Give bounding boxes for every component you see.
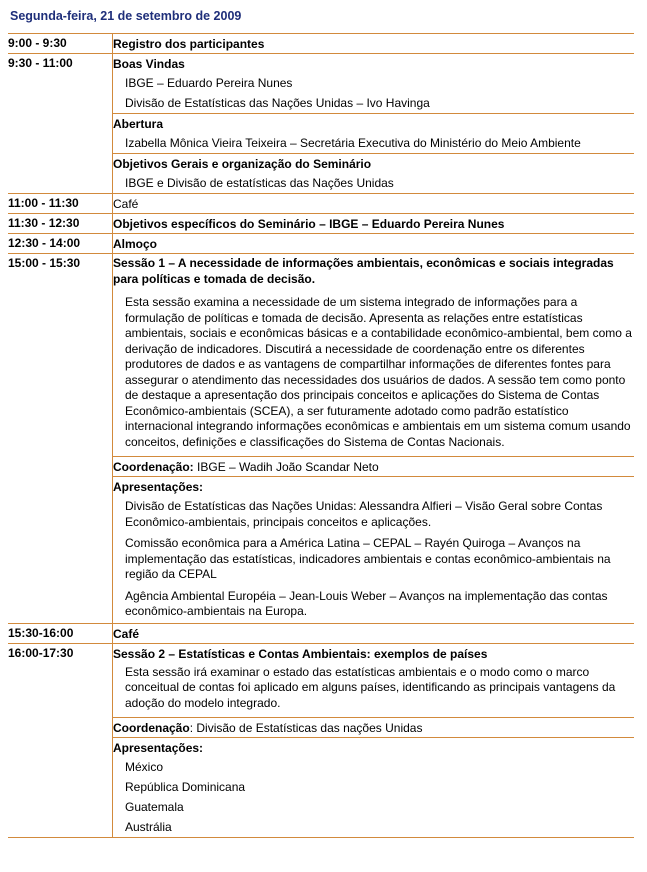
table-row xyxy=(8,214,634,234)
section-title: Boas Vindas xyxy=(113,57,185,71)
presentations xyxy=(113,737,634,837)
coordination xyxy=(113,717,634,737)
time-cell: 15:00 - 15:30 xyxy=(8,254,113,624)
item-title: Café xyxy=(113,197,139,211)
content-cell xyxy=(113,214,635,234)
coordination-label: Coordenação: xyxy=(113,460,194,474)
list-item: Divisão de Estatísticas das Nações Unidas: Alessandra Alfieri – Visão Geral sobre Contas Econômico-ambientais, principais conceitos e aplicações. xyxy=(125,499,603,529)
list-item: República Dominicana xyxy=(125,780,246,794)
time-cell: 16:00-17:30 xyxy=(8,643,113,838)
content-cell xyxy=(113,254,635,624)
presentations xyxy=(113,476,634,623)
session-description: Esta sessão irá examinar o estado das estatísticas ambientais e o modo como o marco conceitual de contas foi aplicado em alguns países, identificando as principais vantagens da adoção do modelo integrado. xyxy=(125,664,616,710)
section-abertura xyxy=(113,113,634,153)
item-title: Objetivos específicos do Seminário – IBGE – Eduardo Pereira Nunes xyxy=(113,217,505,231)
list-item: Agência Ambiental Européia – Jean-Louis Weber – Avanços na implementação das contas econômico-ambientais na Europa. xyxy=(125,588,608,618)
table-row xyxy=(8,34,634,54)
content-cell xyxy=(113,34,635,54)
session-description: Esta sessão examina a necessidade de um sistema integrado de informações para a formulação de políticas e tomada de decisão. Apresenta as relações entre estatísticas ambientais, sociais e econômicas básicas e a contabilidade econômico-ambiental, bem como a derivação de indicadores. Discutirá a necessidade de coordenação entre os diferentes produtores de dados e as vantagens de compartilhar informações de diferentes fontes para assegurar o atendimento das necessidades dos usuários de dados. A sessão tem como ponto de destaque a apresentação dos principais conceitos e aplicações do Sistema de Contas Econômico-ambientais (SCEA), a ser futuramente adotado como padrão estatístico internacional integrando informações econômicas e ambientais em um sistema comum usando conceitos, definições e classificações do Sistema de Contas Nacionais. xyxy=(125,295,632,449)
list-item: Izabella Mônica Vieira Teixeira – Secretária Executiva do Ministério do Meio Ambiente xyxy=(125,136,581,150)
time-cell: 11:30 - 12:30 xyxy=(8,214,113,234)
item-title: Café xyxy=(113,626,140,641)
table-row xyxy=(8,623,634,643)
time-cell: 15:30-16:00 xyxy=(8,623,113,643)
session-1 xyxy=(113,254,634,456)
presentations-label: Apresentações: xyxy=(113,480,204,494)
content-cell xyxy=(113,643,635,838)
coordination-line xyxy=(113,718,634,737)
section-title: Objetivos Gerais e organização do Seminário xyxy=(113,157,372,171)
content-cell xyxy=(113,234,635,254)
list-item: IBGE e Divisão de estatísticas das Nações Unidas xyxy=(125,176,394,190)
table-row xyxy=(8,643,634,838)
coordination-label: Coordenação xyxy=(113,721,190,735)
table-row xyxy=(8,194,634,214)
coordination-value: IBGE – Wadih João Scandar Neto xyxy=(193,460,379,474)
table-row xyxy=(8,54,634,194)
coordination-line xyxy=(113,457,634,476)
list-item: IBGE – Eduardo Pereira Nunes xyxy=(125,76,293,90)
session-title: Sessão 2 – Estatísticas e Contas Ambientais: exemplos de países xyxy=(113,646,488,661)
time-cell: 11:00 - 11:30 xyxy=(8,194,113,214)
item-title: Almoço xyxy=(113,237,158,251)
list-item: Austrália xyxy=(125,820,172,834)
presentations-label: Apresentações: xyxy=(113,741,204,755)
content-cell xyxy=(113,54,635,194)
list-item: Divisão de Estatísticas das Nações Unidas – Ivo Havinga xyxy=(125,96,430,110)
table-row xyxy=(8,234,634,254)
content-cell xyxy=(113,194,635,214)
list-item: Comissão econômica para a América Latina – CEPAL – Rayén Quiroga – Avanços na implementação das estatísticas, indicadores ambientais e contas econômico-ambientais na região da CEPAL xyxy=(125,536,611,581)
section-boas-vindas xyxy=(113,54,634,113)
list-item: Guatemala xyxy=(125,800,184,814)
content-cell xyxy=(113,623,635,643)
list-item: México xyxy=(125,760,164,774)
item-title: Registro dos participantes xyxy=(113,37,265,51)
session-title: Sessão 1 – A necessidade de informações ambientais, econômicas e sociais integradas para políticas e tomada de decisão. xyxy=(113,256,614,286)
time-cell: 9:30 - 11:00 xyxy=(8,54,113,194)
table-row xyxy=(8,254,634,624)
time-cell: 9:00 - 9:30 xyxy=(8,34,113,54)
section-title: Abertura xyxy=(113,117,164,131)
agenda-table xyxy=(8,33,634,838)
time-cell: 12:30 - 14:00 xyxy=(8,234,113,254)
date-heading: Segunda-feira, 21 de setembro de 2009 xyxy=(10,9,242,23)
coordination xyxy=(113,456,634,476)
section-objetivos xyxy=(113,153,634,193)
coordination-value: : Divisão de Estatísticas das nações Unidas xyxy=(189,721,423,735)
session-2 xyxy=(113,644,634,718)
